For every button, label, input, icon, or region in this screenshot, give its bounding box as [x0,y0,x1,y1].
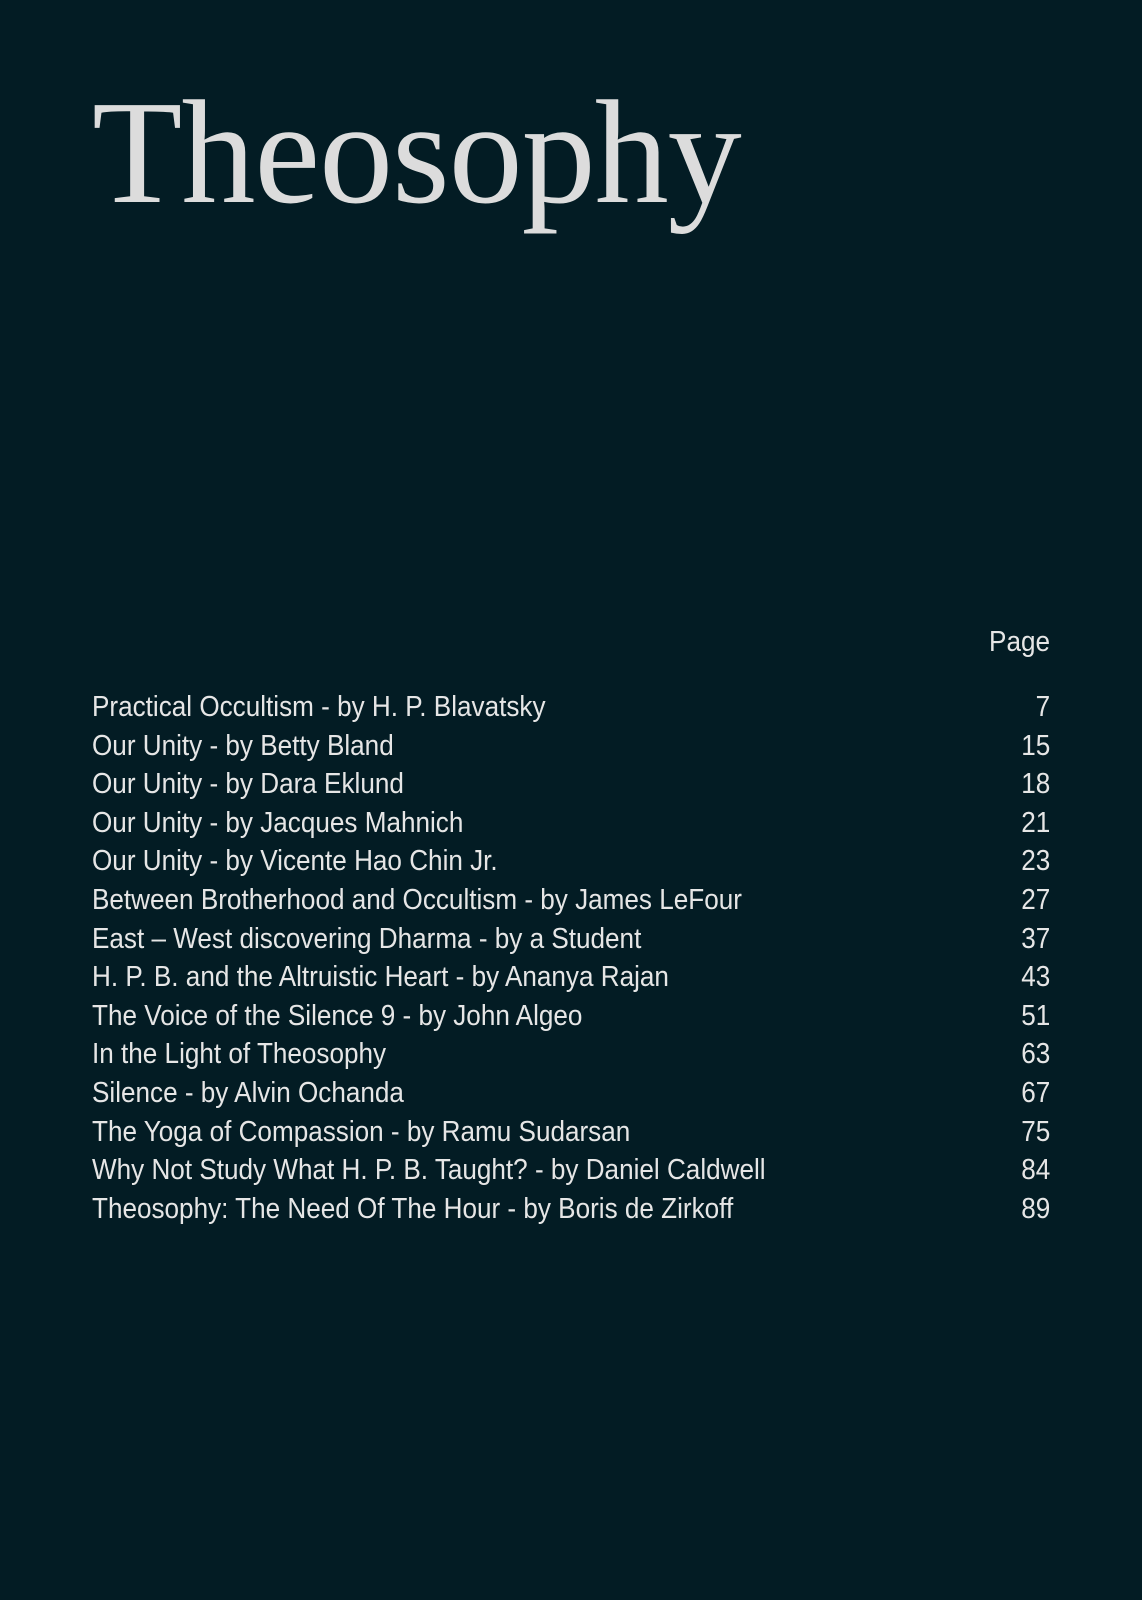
toc-entry-page: 43 [1020,961,1050,994]
toc-entry-title: The Yoga of Compassion - by Ramu Sudarsan [92,1115,631,1148]
toc-entry [92,1190,1050,1229]
toc-entry [92,688,1050,727]
toc-entry [92,920,1050,959]
toc-entry-title: Silence - by Alvin Ochanda [92,1076,404,1109]
toc-entry [92,958,1050,997]
toc-entry-title: Our Unity - by Dara Eklund [92,768,404,801]
toc-entry-title: Practical Occultism - by H. P. Blavatsky [92,691,546,723]
toc-entry-page: 67 [1020,1076,1050,1109]
toc-entry-page: 23 [1020,845,1050,878]
toc-entry-title: Our Unity - by Vicente Hao Chin Jr. [92,845,498,878]
toc-entry [92,997,1050,1036]
toc-entry [92,727,1050,766]
toc-entry-title: The Voice of the Silence 9 - by John Algeo [92,999,583,1032]
toc-entry-page: 15 [1020,729,1050,762]
toc-entry-page: 51 [1020,999,1050,1032]
toc-entry-page: 21 [1020,806,1050,839]
toc-entry-page: 27 [1020,883,1050,916]
toc-entry [92,1074,1050,1113]
toc-entry-title: Our Unity - by Betty Bland [92,729,394,762]
toc-entry-title: Why Not Study What H. P. B. Taught? - by Daniel Caldwell [92,1154,766,1187]
toc-entry-page: 63 [1020,1038,1050,1071]
toc-entry-page: 18 [1020,768,1050,801]
toc-entry-title: H. P. B. and the Altruistic Heart - by Ananya Rajan [92,961,669,994]
toc-entry-page: 75 [1020,1115,1050,1148]
toc-entry-title: Our Unity - by Jacques Mahnich [92,806,464,839]
toc-entry-page: 89 [1020,1192,1050,1225]
toc-entry [92,1113,1050,1152]
toc-entry-page: 84 [1020,1154,1050,1187]
toc-entry-title: East – West discovering Dharma - by a Student [92,922,642,955]
table-of-contents [92,620,1050,1228]
toc-entry-title: In the Light of Theosophy [92,1038,387,1071]
toc-entry [92,1151,1050,1190]
toc-entry-page: 37 [1020,922,1050,955]
toc-entry [92,1035,1050,1074]
toc-entry-title: Theosophy: The Need Of The Hour - by Boris de Zirkoff [92,1192,734,1225]
toc-header [188,620,1050,664]
toc-entry-title: Between Brotherhood and Occultism - by James LeFour [92,883,742,916]
toc-entry-page: 7 [1035,691,1050,723]
toc-entry [92,765,1050,804]
toc-list [92,688,1050,1228]
document-title: Theosophy [92,71,741,235]
page-column-label: Page [989,626,1050,658]
toc-entry [92,881,1050,920]
toc-entry [92,842,1050,881]
toc-entry [92,804,1050,843]
